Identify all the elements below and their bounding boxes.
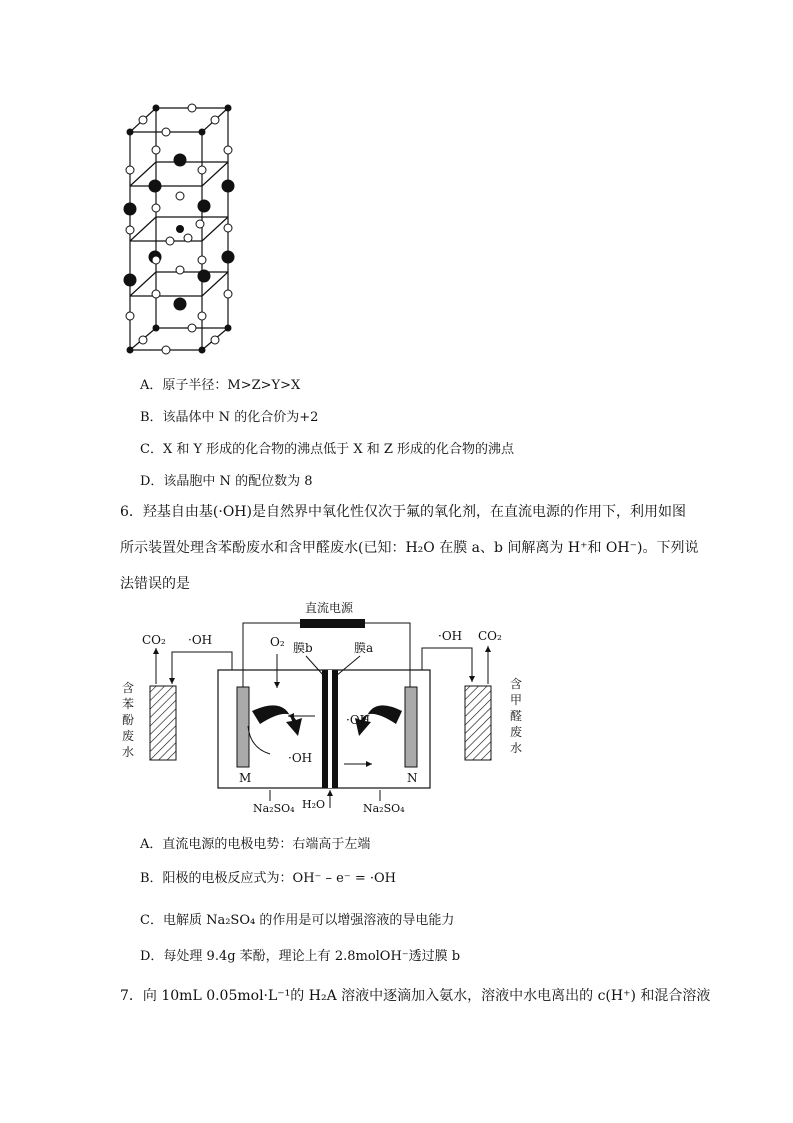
membrane-a — [332, 670, 338, 788]
q5-option-d: D．该晶胞中 N 的配位数为 8 — [140, 474, 313, 489]
electrode-m-label: M — [239, 771, 252, 785]
q5-option-a: A．原子半径：M>Z>Y>X — [140, 378, 301, 393]
electrode-n-label: N — [407, 771, 418, 785]
oh-mid-right: ·OH — [346, 713, 371, 727]
q6-option-a: A．直流电源的电极电势：右端高于左端 — [140, 837, 371, 852]
electrode-n — [405, 687, 417, 767]
co2-left-label: CO₂ — [142, 633, 166, 647]
oh-left-label: ·OH — [188, 633, 213, 647]
phenol-waste-column — [150, 686, 176, 760]
oh-right-label: ·OH — [438, 629, 463, 643]
membrane-a-label: 膜a — [354, 641, 374, 655]
phenol-waste-label: 含 苯 酚 废 水 — [122, 681, 135, 759]
q6-option-d: D．每处理 9.4g 苯酚，理论上有 2.8molOH⁻透过膜 b — [140, 949, 461, 964]
power-source-label: 直流电源 — [305, 601, 354, 615]
q7-stem-line1: 7．向 10mL 0.05mol·L⁻¹的 H₂A 溶液中逐滴加入氨水，溶液中水电离出的 c(H⁺) 和混合溶液 — [120, 988, 711, 1004]
power-source — [300, 619, 365, 628]
formaldehyde-waste-column — [465, 686, 491, 760]
membrane-b-label: 膜b — [293, 641, 313, 655]
q6-stem-line2: 所示装置处理含苯酚废水和含甲醛废水(已知：H₂O 在膜 a、b 间解离为 H⁺和 OH⁻)。下列说 — [120, 540, 699, 556]
na2so4-left: Na₂SO₄ — [253, 802, 295, 815]
h2o-label: H₂O — [302, 798, 326, 811]
co2-right-label: CO₂ — [478, 629, 502, 643]
electrode-m — [237, 687, 249, 767]
curved-arrow-left — [252, 705, 302, 736]
q5-option-b: B．该晶体中 N 的化合价为+2 — [140, 410, 319, 425]
q6-option-b: B．阳极的电极反应式为：OH⁻ – e⁻ = ·OH — [140, 871, 397, 886]
formaldehyde-waste-label: 含 甲 醛 废 水 — [510, 677, 523, 755]
q6-stem-line3: 法错误的是 — [120, 576, 190, 592]
oh-mid-left: ·OH — [288, 751, 313, 765]
na2so4-right: Na₂SO₄ — [363, 802, 405, 815]
q6-option-c: C．电解质 Na₂SO₄ 的作用是可以增强溶液的导电能力 — [140, 913, 455, 928]
q6-stem-line1: 6．羟基自由基(·OH)是自然界中氧化性仅次于氟的氧化剂，在直流电源的作用下，利用如图 — [120, 504, 686, 520]
electrolysis-diagram — [110, 596, 540, 821]
crystal-cell-figure — [120, 100, 250, 362]
q5-option-c: C．X 和 Y 形成的化合物的沸点低于 X 和 Z 形成的化合物的沸点 — [140, 442, 514, 457]
o2-label: O₂ — [270, 635, 285, 649]
